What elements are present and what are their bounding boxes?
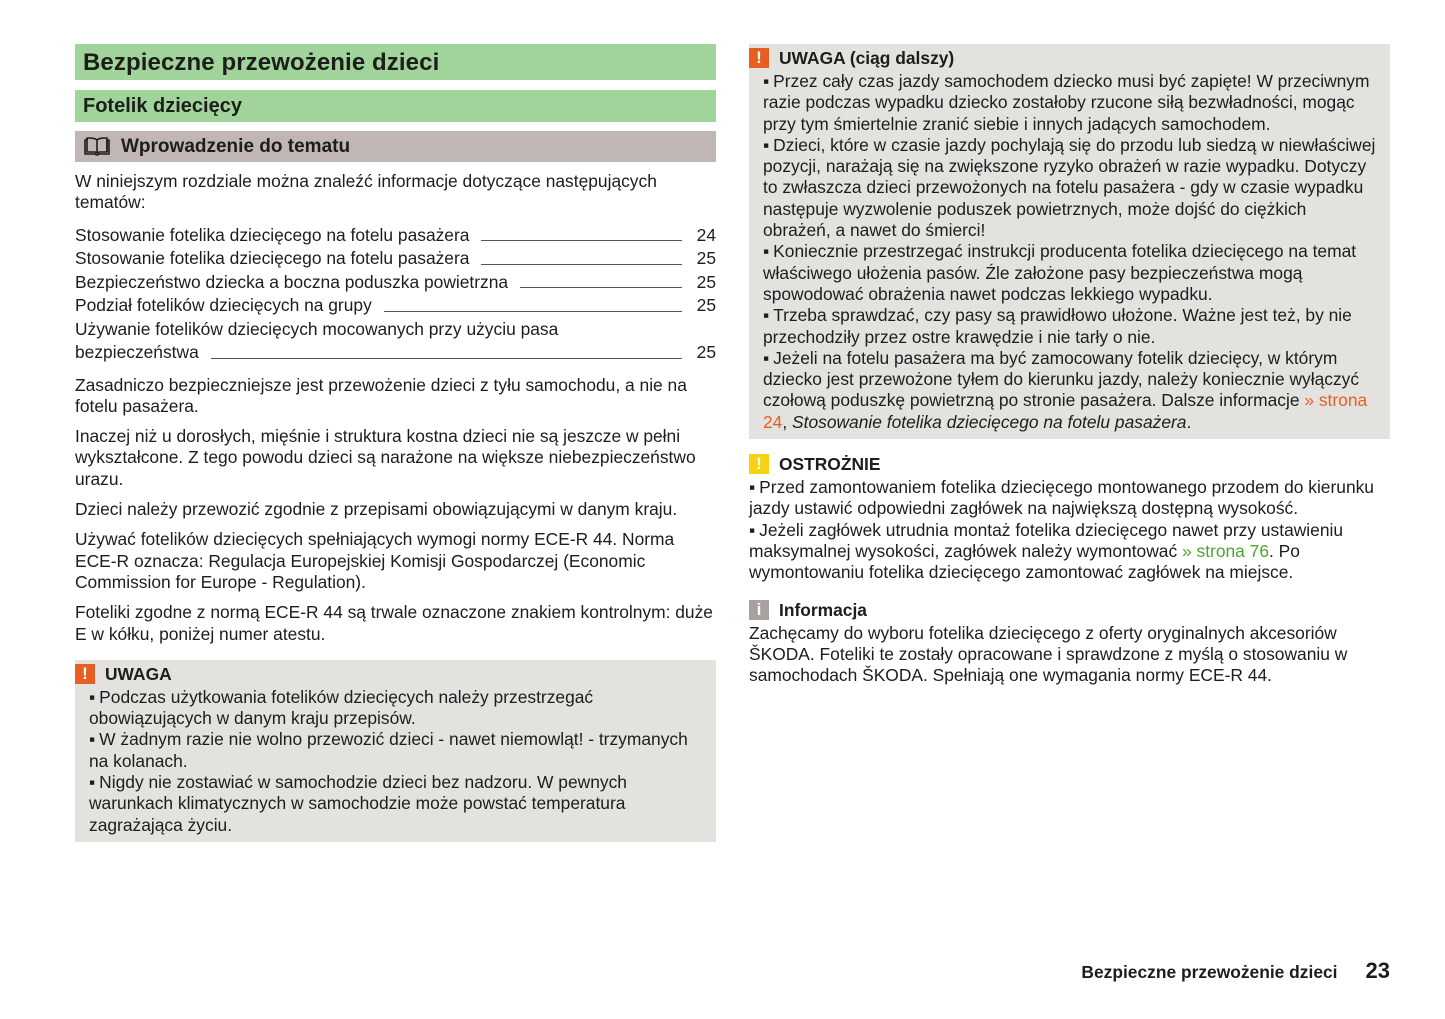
caution-item-text: Jeżeli zagłówek utrudnia montaż fotelika dziecięcego nawet przy ustawieniu maksymalnej wysokości, zagłówek należy wymontować — [749, 519, 1344, 561]
toc-entry-title-line1[interactable]: Używanie fotelików dziecięcych mocowanych przy użyciu pasa — [75, 318, 559, 339]
subsection-title — [75, 131, 716, 162]
warning-item: ▪ Trzeba sprawdzać, czy pasy są prawidłowo ułożone. Ważne jest też, by nie przechodziły przez ostre krawędzie i nie tarły o nie. — [763, 305, 1376, 348]
caution-item: ▪ Przed zamontowaniem fotelika dziecięcego montowanego przodem do kierunku jazdy ustawić odpowiedni zagłówek na największą dostępną wysokość. — [749, 477, 1390, 520]
warning-item: ▪ W żadnym razie nie wolno przewozić dzieci - nawet niemowląt! - trzymanych na kolanach. — [89, 729, 702, 772]
cross-reference-title: Stosowanie fotelika dziecięcego na fotelu pasażera — [792, 411, 1187, 432]
page-link-24[interactable]: » strona 24 — [763, 390, 1368, 432]
toc-entry-page[interactable]: 25 — [696, 271, 716, 292]
caution-section — [749, 453, 1390, 583]
caution-exclamation-icon: ! — [749, 454, 769, 474]
toc-entry-page[interactable]: 25 — [696, 295, 716, 316]
chapter-title: Bezpieczne przewożenie dzieci — [75, 44, 716, 80]
toc-entry-title[interactable]: Stosowanie fotelika dziecięcego na fotelu pasażera — [75, 248, 470, 269]
toc-leader-line — [481, 264, 682, 265]
warning-box-body — [89, 687, 702, 836]
toc-entry[interactable] — [75, 294, 716, 318]
caution-body — [749, 477, 1390, 583]
warning-item-text: Jeżeli na fotelu pasażera ma być zamocowany fotelik dziecięcy, w którym dziecko jest przewożone tyłem do kierunku jazdy, należy koniecznie wyłączyć czołową poduszkę powietrzną po stronie pasażera. Dalsze informacje — [763, 347, 1360, 411]
warning-box — [75, 660, 716, 842]
subsection-title-label: Wprowadzenie do tematu — [121, 136, 351, 157]
info-section — [749, 599, 1390, 687]
toc-entry-page[interactable]: 24 — [696, 224, 716, 245]
toc-entry-page[interactable]: 25 — [696, 342, 716, 363]
toc-entry[interactable] — [75, 224, 716, 248]
warning-continued-header — [749, 47, 1376, 69]
body-paragraph: Foteliki zgodne z normą ECE-R 44 są trwale oznaczone znakiem kontrolnym: duże E w kółku, poniżej numer atestu. — [75, 602, 713, 644]
caution-header — [749, 453, 1390, 475]
warning-exclamation-icon: ! — [749, 48, 769, 68]
caution-title: OSTROŻNIE — [779, 454, 881, 475]
info-icon: i — [749, 600, 769, 620]
toc-entry-page[interactable]: 25 — [696, 248, 716, 269]
info-title: Informacja — [779, 599, 867, 620]
warning-continued-title: UWAGA (ciąg dalszy) — [779, 48, 955, 68]
page-footer — [1081, 958, 1390, 984]
toc-entry[interactable] — [75, 318, 716, 365]
toc-entry-title-line2[interactable]: bezpieczeństwa — [75, 342, 199, 363]
body-paragraph: Używać fotelików dziecięcych spełniających wymogi normy ECE-R 44. Norma ECE-R oznacza: Regulacja Europejskiej Komisji Gospodarczej (Economic Commission for Europe - Regulation). — [75, 529, 675, 592]
sentence-end: . — [1186, 411, 1192, 432]
body-paragraph: Inaczej niż u dorosłych, mięśnie i struktura kostna dzieci nie są jeszcze w pełni wykształcone. Z tego powodu dzieci są narażone na większe niebezpieczeństwo urazu. — [75, 426, 696, 489]
warning-continued-body — [763, 71, 1376, 433]
warning-item: ▪ Przez cały czas jazdy samochodem dziecko musi być zapięte! W przeciwnym razie podczas wypadku dziecko zostałoby rzucone siłą bezwładności, mogąc przy tym śmiertelnie zranić siebie i innych jadących samochodem. — [763, 71, 1376, 135]
body-paragraph: Zasadniczo bezpieczniejsze jest przewożenie dzieci z tyłu samochodu, a nie na fotelu pasażera. — [75, 374, 687, 416]
body-paragraph: Dzieci należy przewozić zgodnie z przepisami obowiązującymi w danym kraju. — [75, 499, 678, 520]
toc-leader-line — [211, 358, 682, 359]
page-number: 23 — [1365, 958, 1390, 983]
toc-entry[interactable] — [75, 271, 716, 295]
page-link-76[interactable]: » strona 76 — [1182, 540, 1270, 561]
toc-entry[interactable] — [75, 247, 716, 271]
warning-item — [763, 348, 1376, 433]
warning-item: ▪ Dzieci, które w czasie jazdy pochylają się do przodu lub siedzą w niewłaściwej pozycji, narażają się na zwiększone ryzyko obrażeń w razie wypadku. Dotyczy to zwłaszcza dzieci przewożonych na fotelu pasażera - gdy w czasie wypadku następuje wyzwolenie poduszek powietrznych, może dojść do ciężkich obrażeń, a nawet do śmierci! — [763, 135, 1376, 241]
left-column — [75, 44, 716, 842]
caution-item-end: . Po wymontowaniu fotelika dziecięcego zamontować zagłówek na miejsce. — [749, 540, 1300, 583]
toc-leader-line — [481, 240, 682, 241]
section-title: Fotelik dziecięcy — [75, 90, 716, 122]
info-body: Zachęcamy do wyboru fotelika dziecięcego z oferty oryginalnych akcesoriów ŠKODA. Foteliki te zostały opracowane i sprawdzone z myślą o stosowaniu w samochodach ŠKODA. Spełniają one wymagania normy ECE-R 44. — [749, 622, 1348, 686]
info-header — [749, 599, 1390, 621]
book-icon — [83, 137, 111, 157]
warning-continued-box — [749, 44, 1390, 439]
toc-entry-title[interactable]: Stosowanie fotelika dziecięcego na fotelu pasażera — [75, 224, 470, 245]
toc-entry-title[interactable]: Bezpieczeństwo dziecka a boczna poduszka powietrzna — [75, 271, 509, 292]
intro-paragraph: W niniejszym rozdziale można znaleźć informacje dotyczące następujących tematów: — [75, 171, 657, 213]
warning-box-title: UWAGA — [105, 663, 172, 684]
toc-leader-line — [520, 287, 682, 288]
caution-item — [749, 520, 1390, 584]
warning-exclamation-icon: ! — [75, 664, 95, 684]
warning-item: ▪ Nigdy nie zostawiać w samochodzie dzieci bez nadzoru. W pewnych warunkach klimatycznych w samochodzie może powstać temperatura zagrażająca życiu. — [89, 772, 702, 836]
toc-leader-line — [384, 311, 682, 312]
right-column — [749, 44, 1390, 686]
toc-entry-title[interactable]: Podział fotelików dziecięcych na grupy — [75, 295, 372, 316]
warning-item: ▪ Podczas użytkowania fotelików dziecięcych należy przestrzegać obowiązujących w danym kraju przepisów. — [89, 687, 702, 730]
warning-item: ▪ Koniecznie przestrzegać instrukcji producenta fotelika dziecięcego na temat właściwego ułożenia pasów. Źle założone pasy bezpieczeństwa mogą spowodować obrażenia nawet podczas lekkiego wypadku. — [763, 241, 1376, 305]
separator: , — [782, 411, 793, 432]
warning-box-header — [75, 663, 702, 685]
table-of-contents — [75, 224, 716, 365]
footer-section-title: Bezpieczne przewożenie dzieci — [1081, 962, 1338, 982]
